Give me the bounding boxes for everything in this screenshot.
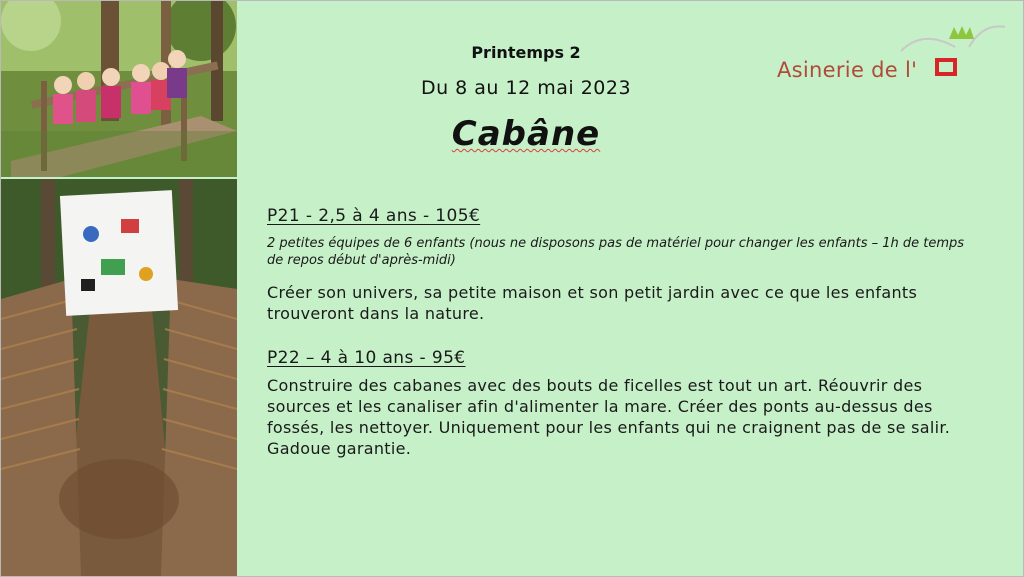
p22-description: Construire des cabanes avec des bouts de ficelles est tout un art. Réouvrir des sources et les canaliser afin d'alimenter la mare. Créer des ponts au-dessus des fossés, les nettoyer. Uniquement pour les enfants qui ne craignent pas de se salir. Gadoue garantie. xyxy=(267,376,951,458)
p22-heading: P22 – 4 à 10 ans - 95€ xyxy=(267,348,466,368)
p21-description: Créer son univers, sa petite maison et son petit jardin avec ce que les enfants trouveront dans la nature. xyxy=(267,283,918,323)
page-title-text: Cabâne xyxy=(451,114,601,154)
logo-o-mark xyxy=(935,58,957,76)
logo-text: Asinerie de l' xyxy=(777,58,918,82)
p21-heading: P21 - 2,5 à 4 ans - 105€ xyxy=(267,206,481,226)
season-label: Printemps 2 xyxy=(471,43,581,62)
page-title xyxy=(1,114,1024,154)
asinerie-logo xyxy=(773,21,1013,91)
p21-note: 2 petites équipes de 6 enfants (nous ne disposons pas de matériel pour changer les enfants – 1h de temps de repos début d'après-midi) xyxy=(267,236,965,268)
willow-tunnel-photo xyxy=(1,179,237,576)
date-range-text: Du 8 au 12 mai 2023 xyxy=(420,77,632,99)
